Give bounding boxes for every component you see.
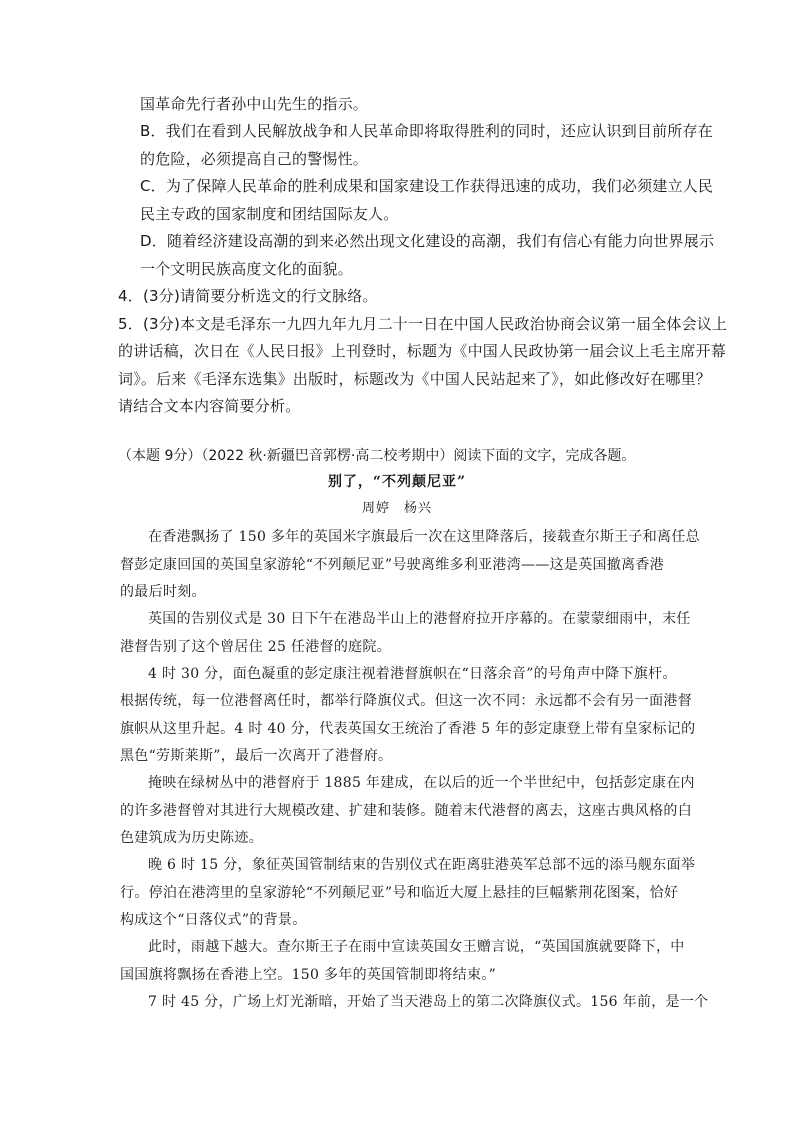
- article-p1-line-3: 的最后时刻。: [120, 584, 206, 600]
- article-p7-line-1: 7 时 45 分，广场上灯光渐暗，开始了当天港岛上的第二次降旗仪式。156 年前，是一个: [148, 994, 709, 1010]
- article-p6-line-1: 此时，雨越下越大。查尔斯王子在雨中宣读英国女王赠言说，“英国国旗就要降下，中: [148, 939, 685, 955]
- article-p1-line-1: 在香港飘扬了 150 多年的英国米字旗最后一次在这里降落后，接载查尔斯王子和离任总: [148, 529, 700, 545]
- article-p5-line-1: 晚 6 时 15 分，象征英国管制结束的告别仪式在距离驻港英军总部不远的添马舰东面举: [148, 857, 696, 873]
- article-p2-line-1: 英国的告别仪式是 30 日下午在港岛半山上的港督府拉开序幕的。在蒙蒙细雨中，末任: [148, 611, 691, 627]
- article-p5-line-3: 构成这个“日落仪式”的背景。: [120, 912, 307, 928]
- article-p3-line-1: 4 时 30 分，面色凝重的彭定康注视着港督旗帜在“日落余音”的号角声中降下旗杆。: [148, 666, 677, 682]
- question-4: 4．(3分)请简要分析选文的行文脉络。: [118, 287, 378, 305]
- article-p4-line-1: 掩映在绿树丛中的港督府于 1885 年建成，在以后的近一个半世纪中，包括彭定康在内: [148, 775, 695, 791]
- question-5-line-4: 请结合文本内容简要分析。: [118, 397, 301, 415]
- option-b-line-2: 的危险，必须提高自己的警惕性。: [140, 150, 369, 168]
- article-authors: 周婷 杨兴: [361, 501, 432, 516]
- article-p3-line-4: 黑色“劳斯莱斯”，最后一次离开了港督府。: [120, 748, 393, 764]
- question-5-line-3: 词》。后来《毛泽东选集》出版时，标题改为《中国人民站起来了》，如此修改好在哪里？: [118, 370, 712, 388]
- option-a-continuation: 国革命先行者孙中山先生的指示。: [140, 95, 369, 113]
- article-p3-line-3: 旗帜从这里升起。4 时 40 分，代表英国女王统治了香港 5 年的彭定康登上带有皇家标记的: [120, 721, 696, 737]
- article-p2-line-2: 港督告别了这个曾居住 25 任港督的庭院。: [120, 639, 392, 655]
- article-p4-line-2: 的许多港督曾对其进行大规模改建、扩建和装修。随着末代港督的离去，这座古典风格的白: [120, 803, 692, 819]
- article-title: 别了，“不列颠尼亚”: [327, 474, 467, 490]
- option-b-line-1: B．我们在看到人民解放战争和人民革命即将取得胜利的同时，还应认识到目前所存在: [140, 122, 713, 140]
- article-p1-line-2: 督彭定康回国的英国皇家游轮“不列颠尼亚”号驶离维多利亚港湾——这是英国撤离香港: [120, 557, 665, 573]
- option-d-line-2: 一个文明民族高度文化的面貌。: [140, 260, 353, 278]
- question-5-line-2: 的讲话稿，次日在《人民日报》上刊登时，标题为《中国人民政协第一届会议上毛主席开幕: [118, 342, 727, 360]
- article-p6-line-2: 国国旗将飘扬在香港上空。150 多年的英国管制即将结束。”: [120, 967, 497, 983]
- section-header: （本题 9分）（2022 秋·新疆巴音郭楞·高二校考期中）阅读下面的文字，完成各题。: [118, 448, 636, 464]
- option-d-line-1: D．随着经济建设高潮的到来必然出现文化建设的高潮，我们有信心有能力向世界展示: [140, 232, 715, 250]
- article-p4-line-3: 色建筑成为历史陈迹。: [120, 830, 263, 846]
- option-c-line-1: C．为了保障人民革命的胜利成果和国家建设工作获得迅速的成功，我们必须建立人民: [140, 177, 714, 195]
- article-p5-line-2: 行。停泊在港湾里的皇家游轮“不列颠尼亚”号和临近大厦上悬挂的巨幅紫荆花图案，恰好: [120, 885, 679, 901]
- article-p3-line-2: 根据传统，每一位港督离任时，都举行降旗仪式。但这一次不同：永远都不会有另一面港督: [120, 693, 692, 709]
- option-c-line-2: 民主专政的国家制度和团结国际友人。: [140, 205, 399, 223]
- question-5-line-1: 5．(3分)本文是毛泽东一九四九年九月二十一日在中国人民政治协商会议第一届全体会议上: [118, 315, 728, 333]
